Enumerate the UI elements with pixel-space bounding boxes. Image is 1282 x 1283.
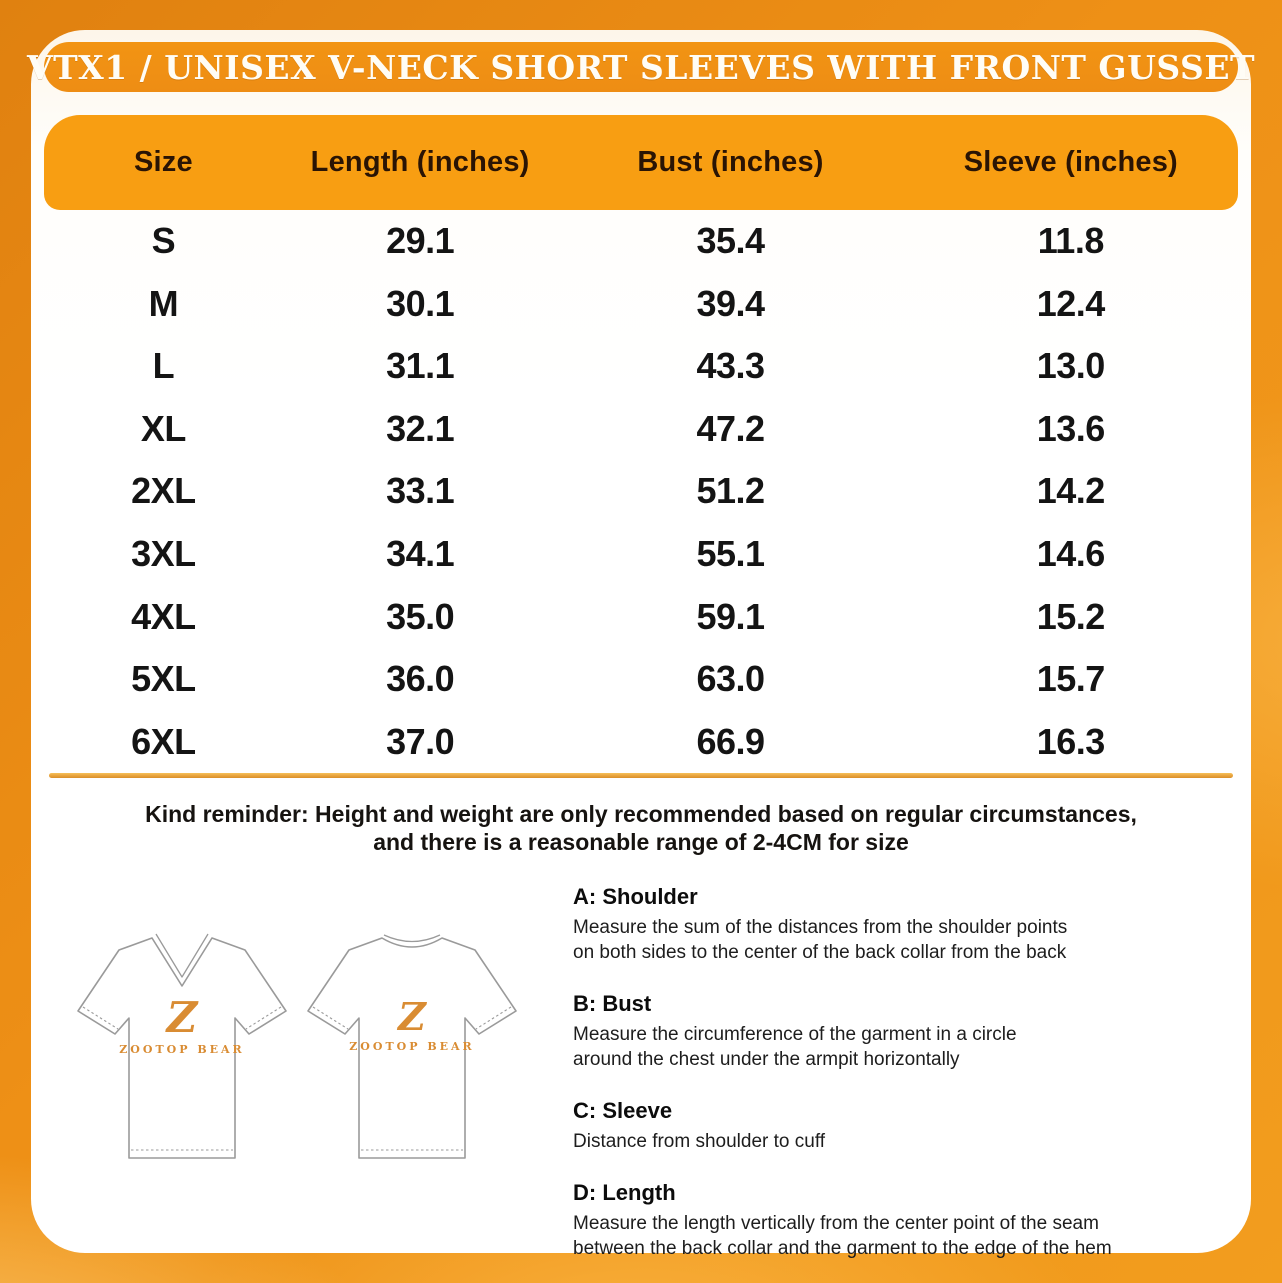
size-value: 4XL — [131, 595, 196, 637]
product-title-banner — [26, 42, 1256, 92]
bust-value: 55.1 — [696, 533, 765, 575]
table-row — [44, 648, 1238, 711]
product-title: VTX1 / UNISEX V-NECK SHORT SLEEVES WITH FRONT GUSSET — [26, 47, 1256, 87]
size-table-header — [44, 115, 1238, 210]
bust-value: 47.2 — [696, 407, 765, 449]
bust-value: 51.2 — [696, 470, 765, 512]
sleeve-value: 14.2 — [1036, 470, 1105, 512]
measurement-text: around the chest under the armpit horizontally — [573, 1049, 960, 1070]
size-value: 6XL — [131, 720, 196, 762]
column-header-size: Size — [133, 146, 193, 178]
bust-value: 59.1 — [696, 595, 765, 637]
size-value: L — [152, 345, 175, 387]
bust-value: 63.0 — [696, 658, 765, 700]
length-value: 31.1 — [386, 345, 455, 387]
brand-logo: Z — [398, 994, 426, 1039]
size-chart-card — [26, 30, 1256, 1259]
size-value: 5XL — [131, 658, 196, 700]
measurement-section-length — [573, 1180, 1251, 1261]
length-value: 29.1 — [386, 220, 455, 262]
measurement-text: Measure the length vertically from the center point of the seam — [573, 1213, 1099, 1234]
column-header-bust: Bust (inches) — [637, 146, 824, 178]
tshirt-illustrations — [31, 870, 545, 1283]
measurement-instructions — [545, 870, 1251, 1283]
size-table-body — [44, 210, 1238, 773]
brand-logo: Z — [166, 993, 198, 1042]
sleeve-value: 15.2 — [1036, 595, 1105, 637]
divider-line — [49, 773, 1233, 778]
table-row — [44, 398, 1238, 461]
measurement-text: between the back collar and the garment to the edge of the hem — [573, 1238, 1112, 1259]
size-value: M — [148, 282, 179, 324]
size-value: 2XL — [131, 470, 196, 512]
column-header-length: Length (inches) — [310, 146, 530, 178]
sleeve-value: 15.7 — [1036, 658, 1105, 700]
length-value: 32.1 — [386, 407, 455, 449]
bust-value: 43.3 — [696, 345, 765, 387]
measurement-text: Distance from shoulder to cuff — [573, 1131, 826, 1152]
table-row — [44, 585, 1238, 648]
sleeve-value: 11.8 — [1037, 220, 1104, 262]
length-value: 37.0 — [386, 720, 455, 762]
kind-reminder-line1: Kind reminder: Height and weight are only recommended based on regular circumstances, — [145, 801, 1137, 827]
table-row — [44, 523, 1238, 586]
length-value: 33.1 — [386, 470, 455, 512]
bust-value: 39.4 — [696, 282, 765, 324]
measurement-section-sleeve — [573, 1098, 1251, 1154]
measurement-label: A: Shoulder — [573, 884, 698, 909]
bust-value: 66.9 — [696, 720, 765, 762]
measurement-section-shoulder — [573, 884, 1251, 965]
sleeve-value: 13.6 — [1036, 407, 1105, 449]
table-row — [44, 460, 1238, 523]
measurement-label: C: Sleeve — [573, 1098, 673, 1123]
measurement-guide — [31, 870, 1251, 1283]
sleeve-value: 13.0 — [1036, 345, 1105, 387]
kind-reminder-line2: and there is a reasonable range of 2-4CM for size — [373, 829, 909, 855]
table-row — [44, 335, 1238, 398]
measurement-label: D: Length — [573, 1180, 676, 1205]
tshirt-front-back-drawing — [67, 920, 527, 1182]
column-header-sleeve: Sleeve (inches) — [963, 146, 1178, 178]
measurement-section-bust — [573, 991, 1251, 1072]
brand-name: ZOOTOP BEAR — [119, 1043, 245, 1056]
table-row — [44, 710, 1238, 773]
table-row — [44, 210, 1238, 273]
length-value: 30.1 — [386, 282, 455, 324]
measurement-text: Measure the circumference of the garment in a circle — [573, 1024, 1017, 1045]
sleeve-value: 16.3 — [1036, 720, 1105, 762]
bust-value: 35.4 — [696, 220, 765, 262]
sleeve-value: 12.4 — [1036, 282, 1105, 324]
brand-name: ZOOTOP BEAR — [349, 1040, 475, 1053]
size-value: XL — [140, 407, 186, 449]
length-value: 36.0 — [386, 658, 455, 700]
size-value: 3XL — [131, 533, 196, 575]
measurement-text: Measure the sum of the distances from the shoulder points — [573, 917, 1068, 938]
kind-reminder-note — [31, 800, 1251, 856]
table-row — [44, 273, 1238, 336]
sleeve-value: 14.6 — [1036, 533, 1105, 575]
length-value: 34.1 — [386, 533, 455, 575]
measurement-label: B: Bust — [573, 991, 652, 1016]
size-value: S — [151, 220, 176, 262]
measurement-text: on both sides to the center of the back collar from the back — [573, 942, 1067, 963]
length-value: 35.0 — [386, 595, 455, 637]
